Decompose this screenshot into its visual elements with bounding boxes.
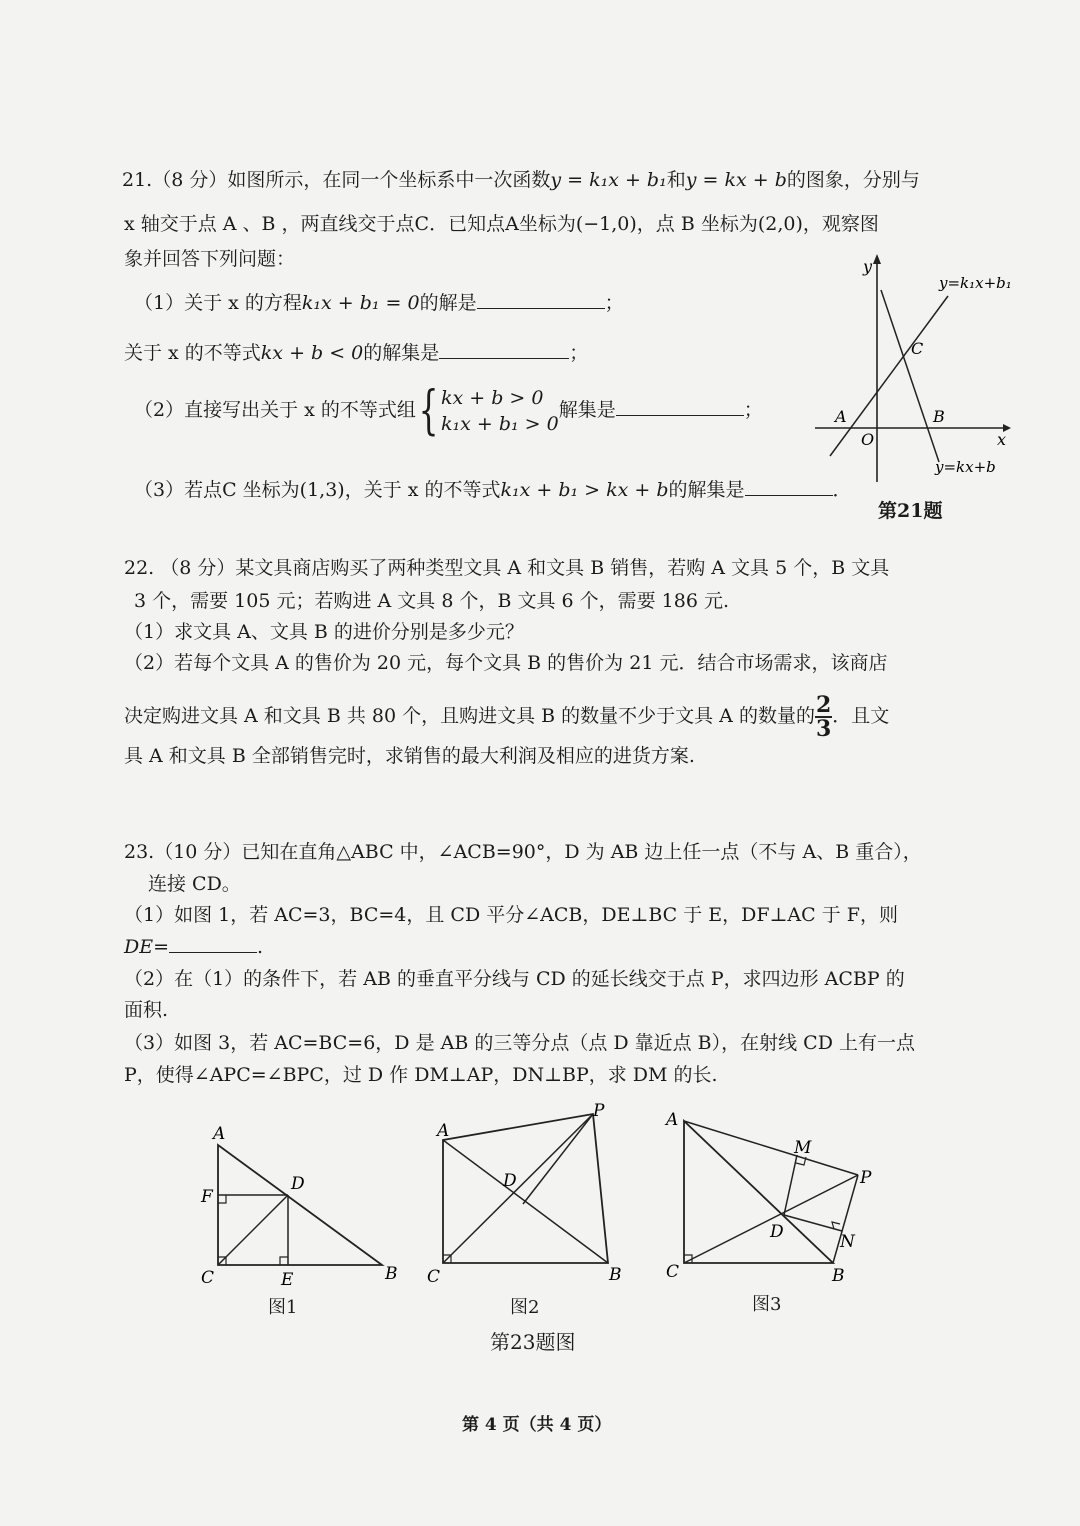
fig1-label-d: D — [291, 1174, 305, 1194]
fig3-label-p: P — [860, 1168, 872, 1188]
fig1-caption: 图1 — [268, 1297, 298, 1318]
q21-part1b-tail: ； — [569, 342, 589, 364]
fig3-label-a: A — [666, 1110, 679, 1130]
fig2-label-b: B — [609, 1265, 622, 1285]
fig2-label-p: P — [593, 1101, 605, 1121]
q21-part3-inequality: k₁x + b₁ > kx + b — [500, 479, 669, 501]
q21-line1 — [122, 168, 920, 192]
segment-cd — [218, 1195, 288, 1265]
q21-graph — [805, 250, 1035, 490]
fig1-label-e: E — [281, 1270, 294, 1290]
q21-part1-blank[interactable] — [477, 290, 605, 309]
line-k1x-b1 — [830, 296, 948, 456]
q22-part2-end: ．且文 — [832, 705, 890, 727]
fig3-caption: 图3 — [752, 1294, 782, 1315]
quadrilateral-acbp — [443, 1114, 608, 1263]
q23-de-label: DE= — [124, 936, 170, 958]
fig1-label-f: F — [201, 1187, 213, 1207]
point-c-label: C — [911, 339, 924, 358]
fig2-label-a: A — [437, 1121, 450, 1141]
q22-part2-text: 决定购进文具 A 和文具 B 共 80 个，且购进文具 B 的数量不少于文具 A 的数量的 — [124, 705, 815, 727]
q22-line1: 22. （8 分）某文具商店购买了两种类型文具 A 和文具 B 销售，若购 A 文具 5 个，B 文具 — [124, 557, 890, 579]
fig1-label-a: A — [213, 1124, 226, 1144]
q21-part3-tail: ． — [832, 479, 852, 501]
fig3-label-c: C — [666, 1262, 680, 1282]
q21-and-text: 和 — [666, 169, 686, 191]
q22-part2-line1: （2）若每个文具 A 的售价为 20 元，每个文具 B 的售价为 21 元．结合市场需求，该商店 — [124, 652, 888, 674]
fig3-label-n: N — [840, 1232, 855, 1252]
q21-line3: 象并回答下列问题： — [124, 248, 296, 270]
q21-system-row2: k₁x + b₁ > 0 — [440, 413, 559, 435]
q21-caption: 第21题 — [878, 500, 943, 522]
segment-ap — [684, 1121, 858, 1175]
q21-part2 — [134, 380, 763, 440]
q23-part1-line2 — [124, 934, 263, 959]
q21-part1b — [124, 340, 588, 365]
line-kx-b-label: y=kx+b — [935, 458, 996, 476]
fig3-label-d: D — [770, 1222, 784, 1242]
q21-part2-end: 解集是 — [558, 399, 616, 421]
fig2-label-d: D — [503, 1171, 517, 1191]
fig2-label-c: C — [427, 1267, 441, 1287]
q21-part2-blank[interactable] — [616, 397, 744, 416]
q21-inequality-system — [441, 385, 559, 437]
q21-intro-end: 的图象，分别与 — [786, 169, 920, 191]
fig3-label-m: M — [794, 1138, 812, 1158]
right-angle-e-icon — [280, 1257, 288, 1265]
right-angle-n-icon — [832, 1222, 840, 1229]
q21-part2-tail: ； — [743, 399, 763, 421]
q23-part2-line1: （2）在（1）的条件下，若 AB 的垂直平分线与 CD 的延长线交于点 P，求四边形 ACBP 的 — [124, 968, 905, 990]
y-axis-label: y — [863, 257, 873, 276]
q21-part1 — [134, 290, 624, 315]
y-axis-arrow-icon — [873, 254, 881, 264]
q23-line2: 连接 CD。 — [148, 873, 241, 895]
q23-figure-2 — [425, 1100, 635, 1290]
brace-icon: { — [418, 381, 439, 441]
fig1-label-b: B — [385, 1264, 398, 1284]
point-a-label: A — [835, 407, 847, 426]
point-b-label: B — [933, 407, 945, 426]
q21-part1-equation: k₁x + b₁ = 0 — [301, 292, 420, 314]
q23-de-end: . — [257, 936, 264, 958]
q21-part3-text: （3）若点C 坐标为(1,3)，关于 x 的不等式 — [134, 479, 501, 501]
fraction-numerator: 2 — [815, 692, 832, 718]
triangle-abc — [218, 1145, 382, 1265]
q21-part1-text: （1）关于 x 的方程 — [134, 292, 302, 314]
q21-intro-text: 21.（8 分）如图所示，在同一个坐标系中一次函数 — [122, 169, 551, 191]
fraction-denominator: 3 — [815, 716, 832, 742]
q23-de-blank[interactable] — [169, 934, 257, 953]
q22-part2-line3: 具 A 和文具 B 全部销售完时，求销售的最大利润及相应的进货方案. — [124, 745, 695, 767]
q23-figure-3 — [660, 1105, 890, 1285]
q21-part3-end: 的解集是 — [668, 479, 745, 501]
q21-part1-tail: ； — [604, 292, 624, 314]
ray-cd — [684, 1175, 858, 1263]
x-axis-label: x — [997, 430, 1007, 449]
q21-system-row1: kx + b > 0 — [440, 387, 544, 409]
q23-line1: 23.（10 分）已知在直角△ABC 中，∠ACB=90°，D 为 AB 边上任一点（不与 A、B 重合）， — [124, 841, 922, 863]
origin-label: O — [861, 430, 875, 449]
q22-part2-line2 — [124, 694, 889, 740]
q23-part1-line1: （1）如图 1，若 AC=3，BC=4，且 CD 平分∠ACB，DE⊥BC 于 E，DF⊥AC 于 F，则 — [124, 904, 898, 926]
page-footer: 第 4 页（共 4 页） — [462, 1415, 612, 1435]
q23-figures-caption: 第23题图 — [490, 1330, 576, 1354]
q21-part1b-blank[interactable] — [439, 340, 569, 359]
q23-part3-line2: P，使得∠APC=∠BPC，过 D 作 DM⊥AP，DN⊥BP，求 DM 的长. — [124, 1064, 718, 1086]
q21-part1-end: 的解是 — [419, 292, 477, 314]
q21-part2-text: （2）直接写出关于 x 的不等式组 — [134, 399, 416, 421]
q23-figure-1 — [195, 1115, 415, 1295]
line-k1x-b1-label: y=k₁x+b₁ — [939, 274, 1012, 292]
q22-part1: （1）求文具 A、文具 B 的进价分别是多少元？ — [124, 621, 524, 643]
q21-function-1: y = k₁x + b₁ — [550, 169, 667, 191]
q21-part1b-inequality: kx + b < 0 — [260, 342, 364, 364]
q21-part3 — [134, 477, 852, 502]
segment-dp — [523, 1114, 593, 1204]
q23-part3-line1: （3）如图 3，若 AC=BC=6，D 是 AB 的三等分点（点 D 靠近点 B），在射线 CD 上有一点 — [124, 1032, 915, 1054]
fig2-caption: 图2 — [510, 1297, 540, 1318]
right-angle-f-icon — [218, 1195, 226, 1203]
fig1-label-c: C — [201, 1268, 215, 1288]
q22-fraction — [815, 694, 832, 740]
q21-line2: x 轴交于点 A 、B ，两直线交于点C．已知点A坐标为(−1,0)，点 B 坐标为(2,0)，观察图 — [124, 213, 879, 235]
q22-line2: 3 个，需要 105 元；若购进 A 文具 8 个，B 文具 6 个，需要 186 元. — [134, 590, 729, 612]
q23-part2-line2: 面积. — [124, 999, 169, 1021]
q21-part1b-end: 的解集是 — [363, 342, 440, 364]
fig3-label-b: B — [832, 1266, 845, 1285]
q21-function-2: y = kx + b — [685, 169, 787, 191]
q21-part1b-text: 关于 x 的不等式 — [124, 342, 261, 364]
